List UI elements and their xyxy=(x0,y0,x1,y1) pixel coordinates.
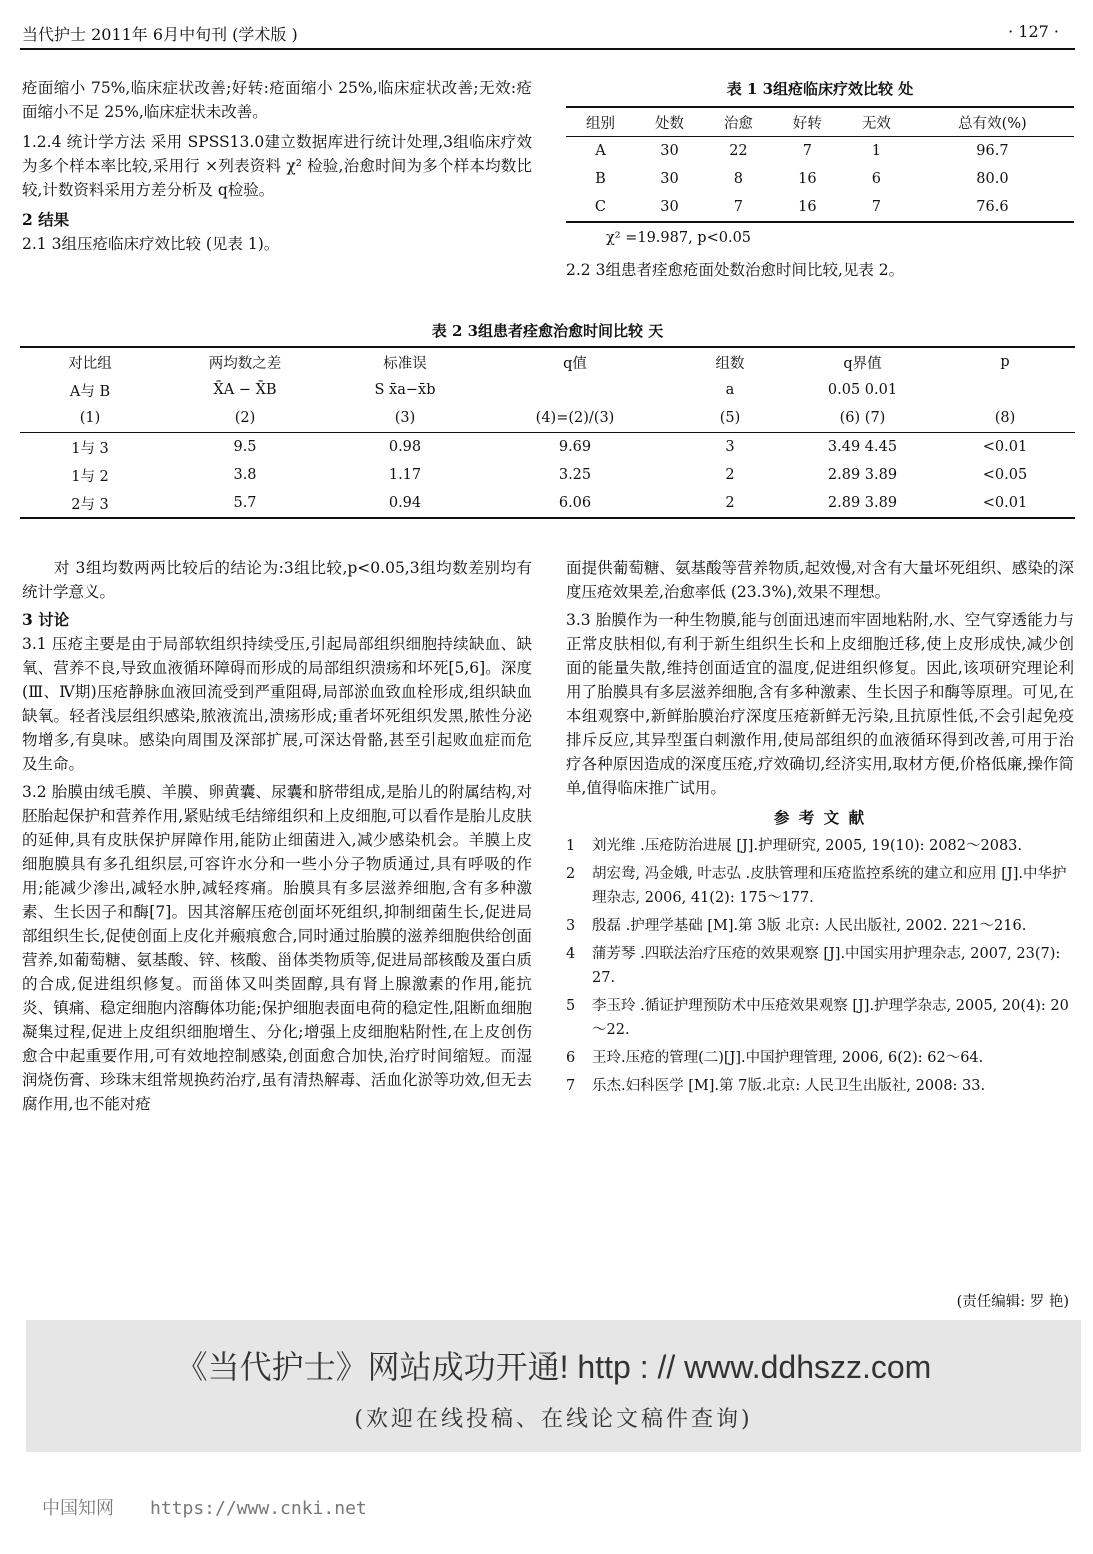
table-cell: 1与 3 xyxy=(71,440,109,457)
table2-caption: 表 2 3组患者痊愈治愈时间比较 天 xyxy=(431,322,664,340)
table2-header-row xyxy=(20,376,1075,404)
table-cell: 2 xyxy=(725,467,735,483)
table2-header-cell: a xyxy=(725,382,735,398)
section-heading-results: 2 结果 xyxy=(22,210,70,229)
cnki-site-name: 中国知网 xyxy=(42,1498,114,1519)
table-cell: 2.89 3.89 xyxy=(827,467,898,483)
list-item xyxy=(566,1046,1074,1070)
table-cell: <0.01 xyxy=(982,439,1028,455)
table-row xyxy=(20,433,1075,462)
table2-header-cell: (8) xyxy=(994,410,1016,426)
table2-header-cell: (5) xyxy=(719,410,741,426)
ref-number: 1 xyxy=(566,838,576,854)
paragraph: 疮面缩小 75%,临床症状改善;好转:疮面缩小 25%,临床症状改善;无效:疮面缩小不足 25%,临床症状未改善。 xyxy=(22,79,532,121)
table2-header-cell: (1) xyxy=(79,410,101,426)
table2-header-cell: q值 xyxy=(563,355,587,372)
table-cell: 0.94 xyxy=(388,495,422,511)
right-column-body xyxy=(566,556,1074,1102)
table2-header-cell: (3) xyxy=(394,410,416,426)
table-cell: 76.6 xyxy=(976,199,1009,215)
table-cell: B xyxy=(595,171,606,187)
cnki-url-link[interactable]: https://www.cnki.net xyxy=(150,1498,367,1519)
table2-header-cell: 对比组 xyxy=(68,355,112,372)
table-cell: 16 xyxy=(798,199,817,215)
table-cell: 30 xyxy=(660,143,679,159)
table-cell: 22 xyxy=(729,143,748,159)
table2-header-cell: (2) xyxy=(234,410,256,426)
table-cell: <0.05 xyxy=(982,467,1028,483)
table-cell: 7 xyxy=(802,143,812,159)
paragraph: 1.2.4 统计学方法 采用 SPSS13.0建立数据库进行统计处理,3组临床疗效为多个样本率比较,采用行 ×列表资料 χ² 检验,治愈时间为多个样本均数比较,计数资料采用方差分析及 q检验。 xyxy=(22,133,532,199)
table2-header-cell: X̄A − X̄B xyxy=(213,382,277,398)
table-cell: 6.06 xyxy=(558,495,592,511)
table-row xyxy=(566,165,1074,193)
table-cell: 9.69 xyxy=(558,439,592,455)
table-cell: 8 xyxy=(733,171,744,187)
table2-header-cell: (4)=(2)/(3) xyxy=(535,410,615,426)
table-cell: 80.0 xyxy=(976,171,1009,187)
paragraph: 对 3组均数两两比较后的结论为:3组比较,p<0.05,3组均数差别均有统计学意义。 xyxy=(22,559,532,601)
table-cell: 30 xyxy=(660,171,679,187)
table-cell: 6 xyxy=(871,171,881,187)
table-cell: 2 xyxy=(725,495,735,511)
table2-header-cell: p xyxy=(1000,354,1010,370)
ref-number: 5 xyxy=(566,998,576,1014)
ref-number: 3 xyxy=(566,918,576,934)
section-heading-discussion: 3 讨论 xyxy=(22,610,70,629)
paragraph: 2.1 3组压疮临床疗效比较 (见表 1)。 xyxy=(22,235,280,253)
ref-number: 4 xyxy=(566,946,576,962)
paragraph: 2.2 3组患者痊愈疮面处数治愈时间比较,见表 2。 xyxy=(566,261,905,279)
table-cell: 9.5 xyxy=(233,439,257,455)
table1-header-row xyxy=(566,108,1074,137)
left-column-body xyxy=(22,556,532,1116)
table2 xyxy=(20,348,1075,519)
list-item xyxy=(566,914,1074,938)
table-cell: 3.8 xyxy=(233,467,257,483)
banner-headline: 《当代护士》网站成功开通! http : // www.ddhszz.com xyxy=(175,1349,932,1385)
table-cell: 30 xyxy=(660,199,679,215)
table-cell: 2.89 3.89 xyxy=(827,495,898,511)
table-cell: 1.17 xyxy=(388,467,422,483)
table1-header-cell: 处数 xyxy=(654,115,684,132)
ref-text: 胡宏鸯, 冯金娥, 叶志弘 .皮肤管理和压疮监控系统的建立和应用 [J].中华护理杂志, 2006, 41(2): 175～177. xyxy=(592,866,1067,906)
table2-header-cell: S x̄a−x̄b xyxy=(374,382,436,398)
table2-header-cell: 组数 xyxy=(715,355,745,372)
list-item xyxy=(566,994,1074,1042)
ref-number: 7 xyxy=(566,1078,576,1094)
table2-header-cell: 两均数之差 xyxy=(208,355,282,372)
table2-header-cell xyxy=(935,376,1075,404)
table1-header-cell: 好转 xyxy=(792,115,822,132)
table-cell: 1 xyxy=(871,143,881,159)
left-column-top xyxy=(22,76,532,256)
table-row xyxy=(20,489,1075,518)
table1-header-cell: 组别 xyxy=(585,115,615,132)
table2-header-cell xyxy=(480,376,670,404)
ref-number: 2 xyxy=(566,866,576,882)
table1-header-cell: 治愈 xyxy=(723,115,753,132)
header-rule xyxy=(20,48,1075,50)
cnki-footer xyxy=(42,1494,367,1520)
ref-text: 刘光维 .压疮防治进展 [J].护理研究, 2005, 19(10): 2082～2083. xyxy=(592,838,1023,854)
list-item xyxy=(566,834,1074,858)
table2-header-row xyxy=(20,348,1075,376)
table-cell: 3.49 4.45 xyxy=(827,439,898,455)
table2-header-cell: 标准误 xyxy=(383,355,427,372)
references-list xyxy=(566,834,1074,1098)
table1-caption: 表 1 3组疮临床疗效比较 处 xyxy=(726,80,914,98)
table-cell: 7 xyxy=(871,199,881,215)
paragraph: 3.2 胎膜由绒毛膜、羊膜、卵黄囊、尿囊和脐带组成,是胎儿的附属结构,对胚胎起保护和营养作用,紧贴绒毛结缔组织和上皮细胞,可以看作是胎儿皮肤的延伸,具有皮肤保护屏障作用,能防止细菌进入,减少感染机会。羊膜上皮细胞膜具有多孔组织层,可容许水分和一些小分子物质通过,具有呼吸的作用;能减少渗出,减轻水肿,减轻疼痛。胎膜具有多层滋养细胞,含有多种激素、生长因子和酶[7]。因其溶解压疮创面坏死组织,抑制细菌生长,促进局部组织生长,促使创面上皮化并瘢痕愈合,同时通过胎膜的滋养细胞供给创面营养,如葡萄糖、氨基酸、锌、核酸、甾体类物质等,促进局部核酸及蛋白质的合成,促进组织修复。而甾体又叫类固醇,具有肾上腺激素的作用,能抗炎、镇痛、稳定细胞内溶酶体功能;保护细胞表面电荷的稳定性,阻断血细胞凝集过程,促进上皮组织细胞增生、分化;增强上皮细胞粘附性,在上皮创伤愈合中起重要作用,可有效地控制感染,创面愈合加快,治疗时间缩短。而湿润烧伤膏、珍珠末组常规换药治疗,虽有清热解毒、活血化淤等功效,但无去腐作用,也不能对疮 xyxy=(22,783,532,1113)
list-item xyxy=(566,942,1074,990)
list-item xyxy=(566,862,1074,910)
paragraph: 3.1 压疮主要是由于局部软组织持续受压,引起局部组织细胞持续缺血、缺氧、营养不良,导致血液循环障碍而形成的局部组织溃疡和坏死[5,6]。深度(Ⅲ、Ⅳ期)压疮静脉血液回流受到严重阻碍,局部淤血致血栓形成,组织缺血缺氧。轻者浅层组织感染,脓液流出,溃疡形成;重者坏死组织发黑,脓性分泌物增多,有臭味。感染向周围及深部扩展,可深达骨骼,甚至引起败血症而危及生命。 xyxy=(22,635,532,773)
ref-text: 李玉玲 .循证护理预防术中压疮效果观察 [J].护理学杂志, 2005, 20(4): 20～22. xyxy=(592,998,1069,1038)
table-cell: 16 xyxy=(798,171,817,187)
references-title: 参 考 文 献 xyxy=(773,808,867,827)
table-cell: 5.7 xyxy=(233,495,257,511)
table2-header-row xyxy=(20,404,1075,433)
table2-header-cell: 0.05 0.01 xyxy=(827,382,898,398)
table-cell: 96.7 xyxy=(976,143,1009,159)
list-item xyxy=(566,1074,1074,1098)
table1 xyxy=(566,108,1074,223)
table-cell: 3 xyxy=(725,439,735,455)
table2-header-cell: (6) (7) xyxy=(839,410,886,426)
table-cell: 7 xyxy=(733,199,744,215)
table-cell: <0.01 xyxy=(982,495,1028,511)
table-cell: 2与 3 xyxy=(71,496,109,513)
ref-text: 殷磊 .护理学基础 [M].第 3版 北京: 人民出版社, 2002. 221～216. xyxy=(592,918,1027,934)
journal-header: 当代护士 2011年 6月中旬刊 (学术版 ) xyxy=(22,25,298,44)
table1-header-cell: 无效 xyxy=(861,115,891,132)
table2-header-cell: A与 B xyxy=(69,383,111,400)
website-banner xyxy=(26,1320,1081,1452)
table-row xyxy=(20,461,1075,489)
table-cell: 3.25 xyxy=(558,467,592,483)
table-cell: A xyxy=(595,143,606,159)
table2-header-cell: q界值 xyxy=(843,355,882,372)
table-cell: 1与 2 xyxy=(71,468,109,485)
ref-text: 蒲芳琴 .四联法治疗压疮的效果观察 [J].中国实用护理杂志, 2007, 23(7): 27. xyxy=(592,946,1061,986)
paragraph: 3.3 胎膜作为一种生物膜,能与创面迅速而牢固地粘附,水、空气穿透能力与正常皮肤相似,有利于新生组织生长和上皮细胞迁移,使上皮形成快,减少创面的能量失散,维持创面适宜的温度,促进组织修复。因此,该项研究理论利用了胎膜具有多层滋养细胞,含有多种激素、生长因子和酶等原理。可见,在本组观察中,新鲜胎膜治疗深度压疮新鲜无污染,且抗原性低,不会引起免疫排斥反应,其异型蛋白刺激作用,使局部组织的血液循环得到改善,可用于治疗各种原因造成的深度压疮,疗效确切,经济实用,取材方便,价格低廉,操作简单,值得临床推广试用。 xyxy=(566,611,1074,797)
banner-subline: (欢迎在线投稿、在线论文稿件查询) xyxy=(354,1407,753,1432)
ref-text: 乐杰.妇科医学 [M].第 7版.北京: 人民卫生出版社, 2008: 33. xyxy=(592,1078,986,1094)
table-row xyxy=(566,193,1074,222)
ref-text: 王玲.压疮的管理(二)[J].中国护理管理, 2006, 6(2): 62～64. xyxy=(592,1050,984,1066)
table1-note: χ² =19.987, p<0.05 xyxy=(606,230,752,246)
editor-credit: (责任编辑: 罗 艳) xyxy=(956,1294,1069,1310)
page-number: · 127 · xyxy=(1008,22,1059,41)
ref-number: 6 xyxy=(566,1050,576,1066)
table-cell: C xyxy=(594,199,607,215)
table-row xyxy=(566,137,1074,166)
table1-header-cell: 总有效(%) xyxy=(958,115,1027,132)
table-cell: 0.98 xyxy=(388,439,422,455)
paragraph: 面提供葡萄糖、氨基酸等营养物质,起效慢,对含有大量坏死组织、感染的深度压疮效果差,治愈率低 (23.3%),效果不理想。 xyxy=(566,559,1074,601)
